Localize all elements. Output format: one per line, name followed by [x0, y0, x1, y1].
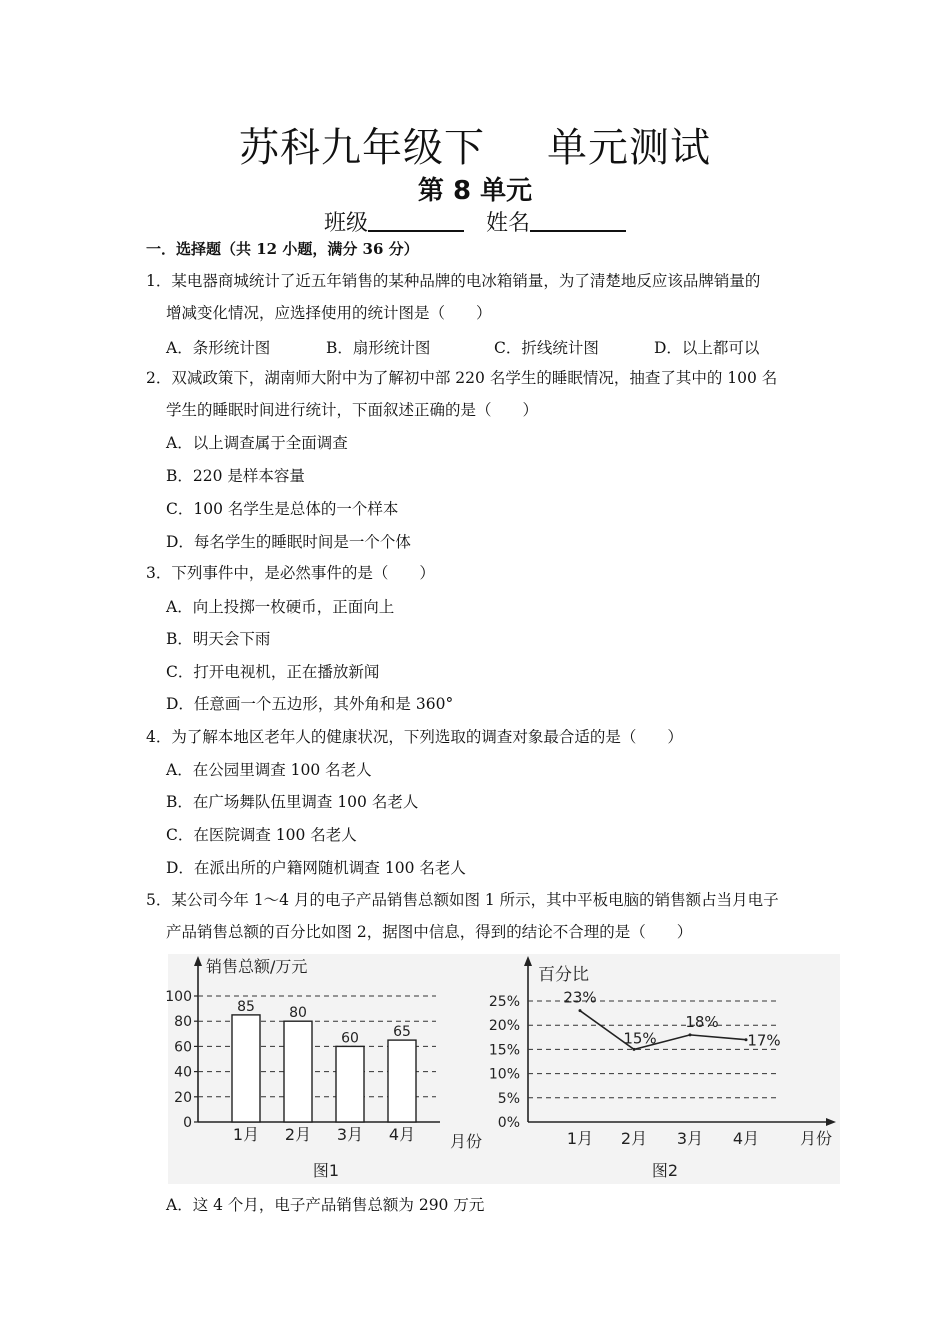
fig2-xlabel: 月份 — [800, 1129, 833, 1148]
question-text: 某公司今年 1～4 月的电子产品销售总额如图 1 所示，其中平板电脑的销售额占当月电子 — [171, 891, 779, 909]
class-field[interactable] — [368, 208, 464, 232]
page-title — [0, 116, 950, 173]
fig1-bar-value-label: 65 — [393, 1024, 411, 1041]
fig1-bar-value-label: 80 — [289, 1005, 307, 1022]
question-3-option-c[interactable]: C．打开电视机，正在播放新闻 — [166, 663, 380, 681]
question-2-option-a[interactable]: A．以上调查属于全面调查 — [166, 434, 348, 452]
option-b[interactable]: B．扇形统计图 — [326, 339, 431, 357]
question-4 — [146, 721, 816, 753]
fig1-x-tick-label: 1月 — [232, 1125, 260, 1144]
question-3-option-b[interactable]: B．明天会下雨 — [166, 630, 271, 648]
fig1-y-tick-label: 60 — [174, 1039, 192, 1056]
fig1-x-tick-label: 3月 — [336, 1125, 364, 1144]
fig2-point — [633, 1048, 636, 1051]
question-text: 某电器商城统计了近五年销售的某种品牌的电冰箱销量，为了清楚地反应该品牌销量的 — [171, 272, 761, 290]
fig1-xlabel: 月份 — [450, 1132, 483, 1151]
question-number: 4． — [146, 728, 172, 746]
question-3 — [146, 557, 816, 589]
fig1-title: 图1 — [312, 1161, 340, 1180]
question-4-option-d[interactable]: D．在派出所的户籍网随机调查 100 名老人 — [166, 859, 466, 877]
fig2-title: 图2 — [651, 1161, 679, 1180]
question-2-option-c[interactable]: C．100 名学生是总体的一个样本 — [166, 500, 399, 518]
fig2-y-tick-label: 20% — [488, 1018, 520, 1035]
title-right: 单元测试 — [547, 125, 711, 171]
fig2-point-label: 23% — [563, 988, 597, 1007]
fig1-bar — [336, 1046, 364, 1122]
question-text: 双减政策下，湖南师大附中为了解初中部 220 名学生的睡眠情况，抽查了其中的 100 名 — [171, 369, 778, 387]
fig1-y-tick-label: 100 — [165, 989, 192, 1005]
fig1-y-tick-label: 40 — [174, 1064, 192, 1081]
fig2-y-tick-label: 10% — [488, 1066, 520, 1083]
fig1-bar — [388, 1040, 416, 1122]
question-text-cont: 学生的睡眠时间进行统计，下面叙述正确的是（ ） — [166, 401, 539, 419]
fig2-point-label: 17% — [747, 1031, 781, 1050]
fig1-y-tick-label: 20 — [174, 1089, 192, 1106]
question-1 — [146, 265, 816, 329]
fig2-point-label: 15% — [623, 1029, 657, 1048]
question-4-option-b[interactable]: B．在广场舞队伍里调查 100 名老人 — [166, 793, 419, 811]
fig1-y-tick-label: 80 — [174, 1014, 192, 1031]
question-2-option-d[interactable]: D．每名学生的睡眠时间是一个个体 — [166, 533, 411, 551]
class-label: 班级 — [323, 211, 368, 236]
question-5-figures — [165, 954, 840, 1184]
fig2-x-tick-label: 3月 — [676, 1129, 704, 1148]
option-c[interactable]: C．折线统计图 — [494, 339, 599, 357]
fig2-y-tick-label: 0% — [497, 1115, 520, 1131]
question-3-option-d[interactable]: D．任意画一个五边形，其外角和是 360° — [166, 695, 454, 713]
question-text: 下列事件中，是必然事件的是（ ） — [171, 564, 435, 582]
fig2-x-tick-label: 2月 — [620, 1129, 648, 1148]
fig2-point — [689, 1033, 692, 1036]
question-4-option-c[interactable]: C．在医院调查 100 名老人 — [166, 826, 357, 844]
question-number: 2． — [146, 369, 172, 387]
fig1-bar-value-label: 60 — [341, 1030, 359, 1047]
fig2-y-tick-label: 15% — [488, 1042, 520, 1059]
question-number: 3． — [146, 564, 172, 582]
question-3-option-a[interactable]: A．向上投掷一枚硬币，正面向上 — [166, 598, 395, 616]
fig2-y-tick-label: 5% — [497, 1090, 520, 1107]
question-4-option-a[interactable]: A．在公园里调查 100 名老人 — [166, 761, 372, 779]
question-2 — [146, 362, 816, 426]
option-a[interactable]: A．条形统计图 — [166, 339, 271, 357]
fig1-ylabel: 销售总额/万元 — [206, 957, 308, 976]
student-info-line — [0, 206, 950, 237]
question-text-cont: 产品销售总额的百分比如图 2，据图中信息，得到的结论不合理的是（ ） — [166, 923, 693, 941]
figures-svg — [165, 954, 840, 1184]
fig1-y-tick-label: 0 — [183, 1115, 192, 1131]
fig2-point-label: 18% — [685, 1012, 719, 1031]
unit-subtitle: 第 8 单元 — [417, 176, 533, 206]
fig2-x-tick-label: 1月 — [566, 1129, 594, 1148]
question-5 — [146, 884, 816, 948]
name-label: 姓名 — [486, 211, 531, 236]
question-2-option-b[interactable]: B．220 是样本容量 — [166, 467, 305, 485]
option-d[interactable]: D．以上都可以 — [654, 339, 760, 357]
fig2-ylabel: 百分比 — [538, 965, 589, 985]
title-left: 苏科九年级下 — [239, 125, 485, 171]
fig1-bar — [232, 1015, 260, 1122]
question-number: 5． — [146, 891, 172, 909]
question-text-cont: 增减变化情况，应选择使用的统计图是（ ） — [166, 304, 492, 322]
fig1-bar — [284, 1021, 312, 1122]
fig1-x-tick-label: 4月 — [388, 1125, 416, 1144]
fig2-y-tick-label: 25% — [488, 994, 520, 1010]
question-text: 为了解本地区老年人的健康状况，下列选取的调查对象最合适的是（ ） — [171, 728, 683, 746]
question-5-option-a[interactable]: A．这 4 个月，电子产品销售总额为 290 万元 — [166, 1196, 485, 1214]
fig2-point — [579, 1009, 582, 1012]
name-field[interactable] — [530, 208, 626, 232]
section-heading: 一．选择题（共 12 小题，满分 36 分） — [146, 240, 419, 258]
question-number: 1． — [146, 272, 172, 290]
fig1-x-tick-label: 2月 — [284, 1125, 312, 1144]
fig1-bar-value-label: 85 — [237, 998, 255, 1015]
fig2-x-tick-label: 4月 — [732, 1129, 760, 1148]
